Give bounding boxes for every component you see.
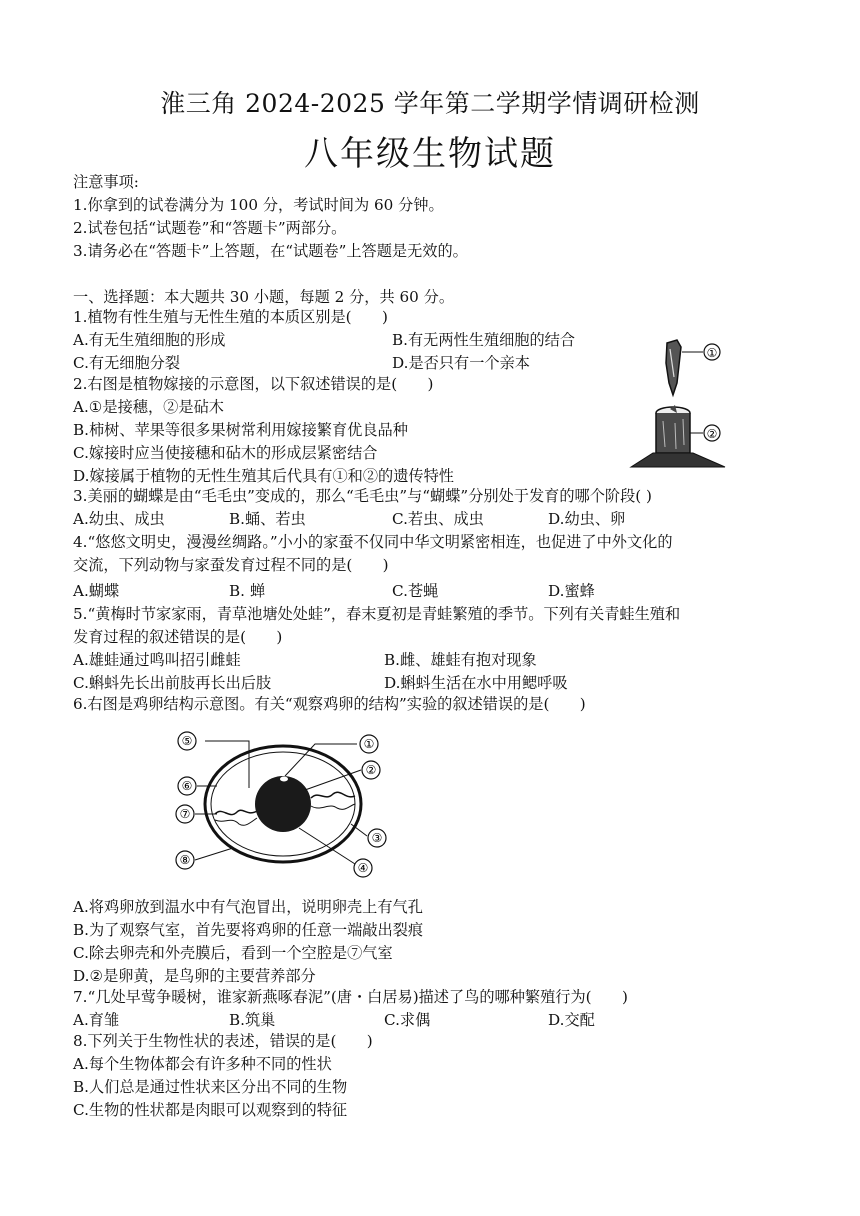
question-6-option-d: D.②是卵黄，是鸟卵的主要营养部分 (73, 967, 316, 985)
question-2-option-c: C.嫁接时应当使接穗和砧木的形成层紧密结合 (73, 444, 378, 462)
question-2-stem: 2.右图是植物嫁接的示意图，以下叙述错误的是( ) (73, 375, 434, 393)
question-5-stem-line1: 5.“黄梅时节家家雨，青草池塘处处蛙”，春末夏初是青蛙繁殖的季节。下列有关青蛙生殖和 (73, 605, 681, 623)
question-5-stem-line2: 发育过程的叙述错误的是( ) (73, 628, 283, 646)
question-6-stem: 6.右图是鸡卵结构示意图。有关“观察鸡卵的结构”实验的叙述错误的是( ) (73, 695, 586, 713)
question-6-option-a: A.将鸡卵放到温水中有气泡冒出，说明卵壳上有气孔 (73, 898, 423, 916)
section-heading: 一、选择题：本大题共 30 小题，每题 2 分，共 60 分。 (73, 288, 455, 306)
question-4-stem-line2: 交流，下列动物与家蚕发育过程不同的是( ) (73, 556, 389, 574)
question-2-option-d: D.嫁接属于植物的无性生殖其后代具有①和②的遗传特性 (73, 467, 454, 485)
question-6-option-c: C.除去卵壳和外壳膜后，看到一个空腔是⑦气室 (73, 944, 393, 962)
question-2-option-b: B.柿树、苹果等很多果树常利用嫁接繁育优良品种 (73, 421, 408, 439)
question-8-option-c: C.生物的性状都是肉眼可以观察到的特征 (73, 1101, 348, 1119)
question-8-stem: 8.下列关于生物性状的表述，错误的是( ) (73, 1032, 373, 1050)
notice-item: 1.你拿到的试卷满分为 100 分，考试时间为 60 分钟。 (73, 196, 444, 214)
question-5-option-c: C.蝌蚪先长出前肢再长出后肢 (73, 674, 272, 692)
grafting-label-1: ① (706, 346, 718, 360)
question-4-option-c: C.苍蝇 (392, 582, 439, 600)
question-5-option-d: D.蝌蚪生活在水中用鳃呼吸 (384, 674, 568, 692)
grafting-label-2: ② (706, 427, 718, 441)
question-4-stem-line1: 4.“悠悠文明史，漫漫丝绸路。”小小的家蚕不仅同中华文明紧密相连，也促进了中外文化的 (73, 533, 673, 551)
question-4-option-a: A.蝴蝶 (73, 582, 120, 600)
question-1-stem: 1.植物有性生殖与无性生殖的本质区别是( ) (73, 308, 388, 326)
grafting-diagram (625, 335, 730, 475)
question-3-option-d: D.幼虫、卵 (548, 510, 626, 528)
question-7-stem: 7.“几处早莺争暖树，谁家新燕啄春泥”(唐・白居易)描述了鸟的哪种繁殖行为( ) (73, 988, 628, 1006)
egg-label-1: ① (363, 737, 375, 751)
exam-header-title: 淮三角 2024-2025 学年第二学期学情调研检测 (160, 89, 700, 118)
question-4-option-d: D.蜜蜂 (548, 582, 595, 600)
question-1-option-a: A.有无生殖细胞的形成 (73, 331, 226, 349)
question-1-option-c: C.有无细胞分裂 (73, 354, 181, 372)
question-1-option-b: B.有无两性生殖细胞的结合 (392, 331, 576, 349)
question-1-option-d: D.是否只有一个亲本 (392, 354, 530, 372)
question-2-option-a: A.①是接穗，②是砧木 (73, 398, 224, 416)
question-7-option-a: A.育雏 (73, 1011, 120, 1029)
question-7-option-d: D.交配 (548, 1011, 595, 1029)
egg-label-2: ② (365, 763, 377, 777)
egg-label-4: ④ (357, 861, 369, 875)
question-3-option-a: A.幼虫、成虫 (73, 510, 165, 528)
question-7-option-b: B.筑巢 (229, 1011, 276, 1029)
egg-structure-diagram (165, 728, 405, 878)
question-4-option-b: B. 蝉 (229, 582, 266, 600)
question-6-option-b: B.为了观察气室，首先要将鸡卵的任意一端敲出裂痕 (73, 921, 424, 939)
egg-label-3: ③ (371, 831, 383, 845)
egg-label-8: ⑧ (179, 853, 191, 867)
question-8-option-b: B.人们总是通过性状来区分出不同的生物 (73, 1078, 348, 1096)
notice-item: 2.试卷包括“试题卷”和“答题卡”两部分。 (73, 219, 347, 237)
exam-subject-title: 八年级生物试题 (304, 134, 556, 174)
egg-label-6: ⑥ (181, 779, 193, 793)
question-5-option-b: B.雌、雄蛙有抱对现象 (384, 651, 537, 669)
question-3-stem: 3.美丽的蝴蝶是由“毛毛虫”变成的，那么“毛毛虫”与“蝴蝶”分别处于发育的哪个阶段( ) (73, 487, 652, 505)
question-5-option-a: A.雄蛙通过鸣叫招引雌蛙 (73, 651, 241, 669)
egg-label-7: ⑦ (179, 807, 191, 821)
question-7-option-c: C.求偶 (384, 1011, 431, 1029)
question-3-option-c: C.若虫、成虫 (392, 510, 484, 528)
question-3-option-b: B.蛹、若虫 (229, 510, 306, 528)
notice-heading: 注意事项: (73, 173, 139, 191)
egg-label-5: ⑤ (181, 734, 193, 748)
notice-item: 3.请务必在“答题卡”上答题，在“试题卷”上答题是无效的。 (73, 242, 468, 260)
question-8-option-a: A.每个生物体都会有许多种不同的性状 (73, 1055, 332, 1073)
